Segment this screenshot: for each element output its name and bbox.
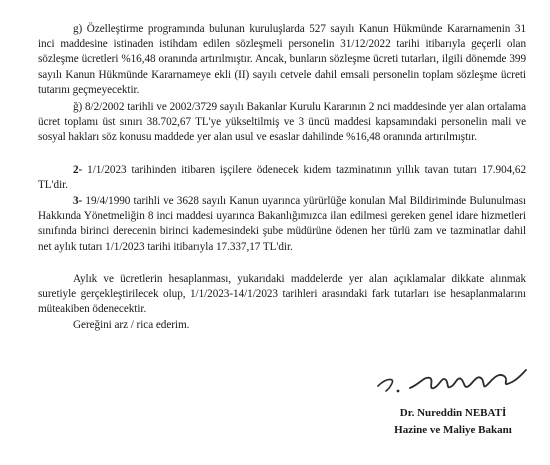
signer-name: Dr. Nureddin NEBATİ bbox=[399, 407, 507, 419]
closing-paragraph: Aylık ve ücretlerin hesaplanması, yukarıdaki maddelerde yer alan açıklamalar dikkate alınmak suretiyle gerçekleştirilecek olup, 1/1/2023-14/1/2023 tarihleri arasındaki fark tutarları ise hesaplanmalarını müteakiben ödenecektir. bbox=[38, 273, 526, 316]
item-2-number: 2- bbox=[73, 164, 83, 176]
item-3-text: 19/4/1990 tarihli ve 3628 sayılı Kanun uyarınca yürürlüğe konulan Mal Bildiriminde Bulunulması Hakkında Yönetmeliğin 8 inci maddesi uyarınca Bakanlığımızca ilan edilmesi gereken genel idare hizmetleri sınıfında birinci derecenin birinci kademesindeki şube müdürüne ödenen her türlü zam ve tazminatlar dahil net aylık tutarı 1/1/2023 tarihi itibarıyla 17.337,17 TL'dir. bbox=[38, 195, 526, 253]
signer-title: Hazine ve Maliye Bakanı bbox=[394, 424, 512, 436]
request-line: Gereğini arz / rica ederim. bbox=[73, 319, 190, 331]
handwritten-signature-icon bbox=[372, 358, 532, 400]
paragraph-g: g) Özelleştirme programında bulunan kuruluşlarda 527 sayılı Kanun Hükmünde Kararnamenin 31 inci maddesine istinaden istihdam edilen sözleşmeli personelin 31/12/2022 tarihi itibarıyla geçerli olan sözleşme ücretleri %16,48 oranında artırılmıştır. Ancak, bunların sözleşme ücreti tutarları, ilgili dönemde 399 sayılı Kanun Hükmünde Kararnameye ekli (II) sayılı cetvele dahil emsali personelin toplam sözleşme ücreti tutarını geçmeyecektir. bbox=[38, 23, 526, 96]
item-2-paragraph bbox=[38, 163, 526, 193]
item-3-number: 3- bbox=[73, 195, 83, 207]
item-2-text: 1/1/2023 tarihinden itibaren işçilere ödenecek kıdem tazminatının yıllık tavan tutarı 17.904,62 TL'dir. bbox=[38, 164, 526, 192]
paragraph-h: ğ) 8/2/2002 tarihli ve 2002/3729 sayılı Bakanlar Kurulu Kararının 2 nci maddesinde yer alan ortalama ücret toplamı üst sınırı 38.702,67 TL'ye yükseltilmiş ve 3 üncü maddesi kapsamındaki personelin mali ve sosyal hakları söz konusu maddede yer alan usul ve esaslar dahilinde %16,48 oranında artırılmıştır. bbox=[38, 101, 526, 144]
item-3-paragraph bbox=[38, 194, 526, 255]
